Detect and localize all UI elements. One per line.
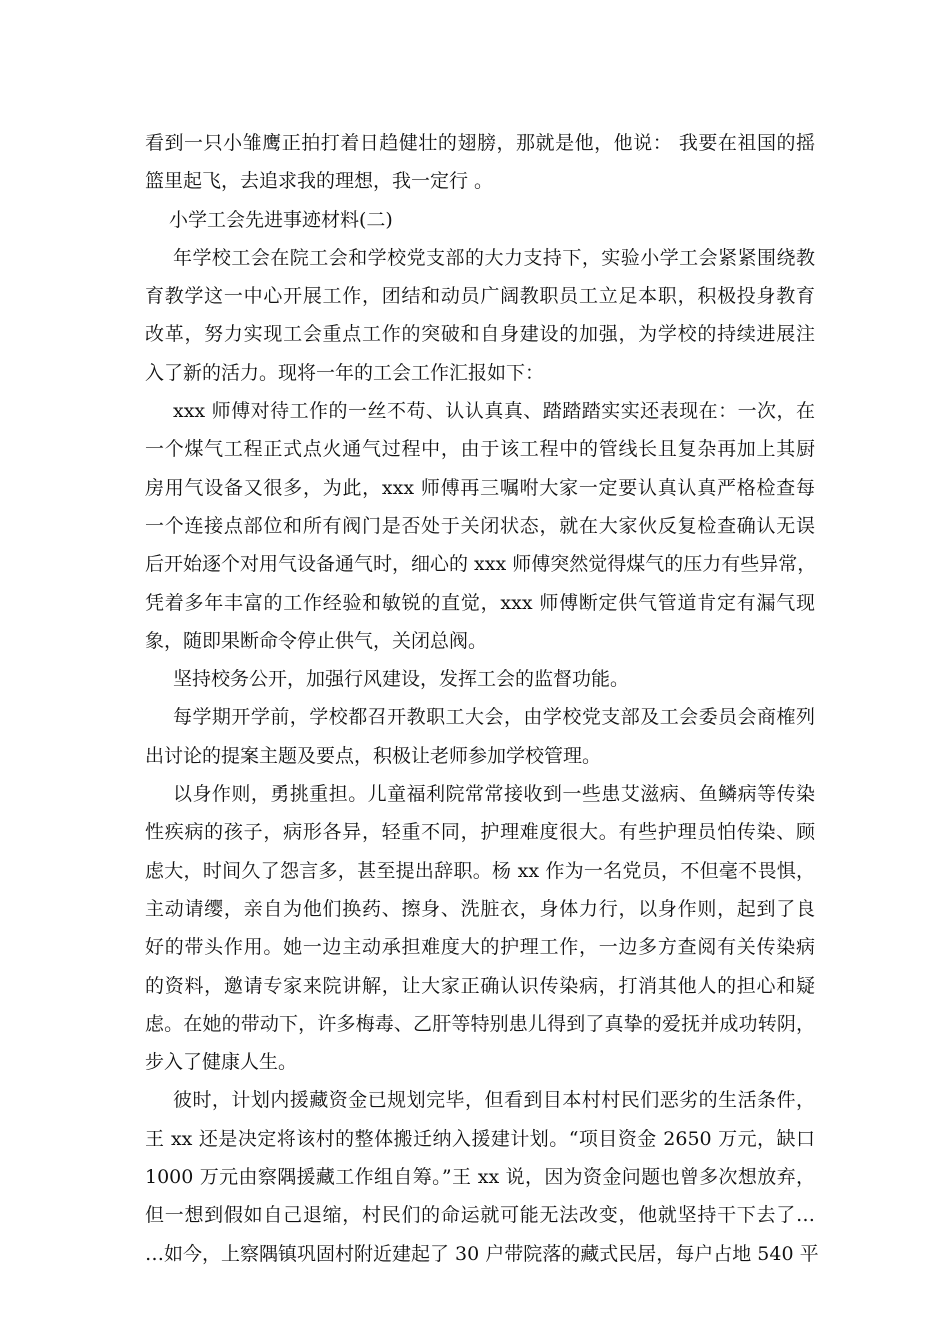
text-line: 育教学这一中心开展工作，团结和动员广阔教职员工立足本职，积极投身教育 (145, 285, 815, 308)
text-line: 主动请缨，亲自为他们换药、擦身、洗脏衣，身体力行，以身作则，起到了良 (145, 897, 815, 920)
text-line: 入了新的活力。现将一年的工会工作汇报如下： (145, 361, 545, 384)
document-body (145, 124, 819, 1273)
text-line: 1000 万元由察隅援藏工作组自筹。”王 xx 说，因为资金问题也曾多次想放弃， (145, 1166, 815, 1189)
text-line: 凭着多年丰富的工作经验和敏锐的直觉，xxx 师傅断定供气管道肯定有漏气现 (145, 591, 815, 614)
text-line: 王 xx 还是决定将该村的整体搬迁纳入援建计划。“项目资金 2650 万元，缺口 (145, 1127, 815, 1150)
text-line: 好的带头作用。她一边主动承担难度大的护理工作，一边多方查阅有关传染病 (145, 936, 815, 959)
text-line: 的资料，邀请专家来院讲解，让大家正确认识传染病，打消其他人的担心和疑 (145, 974, 815, 997)
text-line: 一个煤气工程正式点火通气过程中，由于该工程中的管线长且复杂再加上其厨 (145, 438, 815, 461)
paragraph-first-line: 坚持校务公开，加强行风建设，发挥工会的监督功能。 (173, 668, 630, 691)
text-line: 出讨论的提案主题及要点，积极让老师参加学校管理。 (145, 744, 602, 767)
text-line: 象，随即果断命令停止供气，关闭总阀。 (145, 629, 488, 652)
paragraph-first-line: 以身作则，勇挑重担。儿童福利院常常接收到一些患艾滋病、鱼鳞病等传染 (173, 783, 815, 806)
text-line: 虑。在她的带动下，许多梅毒、乙肝等特别患儿得到了真挚的爱抚并成功转阴， (145, 1012, 815, 1035)
paragraph-first-line: 彼时，计划内援藏资金已规划完毕，但看到目本村村民们恶劣的生活条件， (173, 1089, 815, 1112)
text-line: 虑大，时间久了怨言多，甚至提出辞职。杨 xx 作为一名党员，不但毫不畏惧， (145, 859, 815, 882)
text-line: …如今，上察隅镇巩固村附近建起了 30 户带院落的藏式民居，每户占地 540 平 (145, 1242, 819, 1265)
text-line: 看到一只小雏鹰正拍打着日趋健壮的翅膀，那就是他，他说： 我要在祖国的摇 (145, 132, 815, 154)
text-line: 后开始逐个对用气设备通气时，细心的 xxx 师傅突然觉得煤气的压力有些异常， (145, 553, 817, 576)
text-line: 步入了健康人生。 (145, 1051, 298, 1074)
paragraph-first-line: xxx 师傅对待工作的一丝不苟、认认真真、踏踏踏实实还表现在：一次，在 (173, 400, 815, 423)
text-line: 篮里起飞，去追求我的理想，我一定行 。 (145, 170, 494, 193)
text-line: 房用气设备又很多，为此，xxx 师傅再三嘱咐大家一定要认真认真严格检查每 (145, 476, 815, 499)
text-line: 一个连接点部位和所有阀门是否处于关闭状态，就在大家伙反复检查确认无误 (145, 514, 815, 537)
text-line: 但一想到假如自己退缩，村民们的命运就可能无法改变，他就坚持干下去了… (145, 1204, 815, 1227)
text-line: 性疾病的孩子，病形各异，轻重不同，护理难度很大。有些护理员怕传染、顾 (145, 821, 815, 844)
paragraph-first-line: 年学校工会在院工会和学校党支部的大力支持下，实验小学工会紧紧围绕教 (173, 246, 815, 269)
text-line: 改革，努力实现工会重点工作的突破和自身建设的加强，为学校的持续进展注 (145, 323, 815, 346)
section-heading: 小学工会先进事迹材料(二) (169, 208, 393, 231)
paragraph-first-line: 每学期开学前，学校都召开教职工大会，由学校党支部及工会委员会商榷列 (173, 706, 815, 729)
